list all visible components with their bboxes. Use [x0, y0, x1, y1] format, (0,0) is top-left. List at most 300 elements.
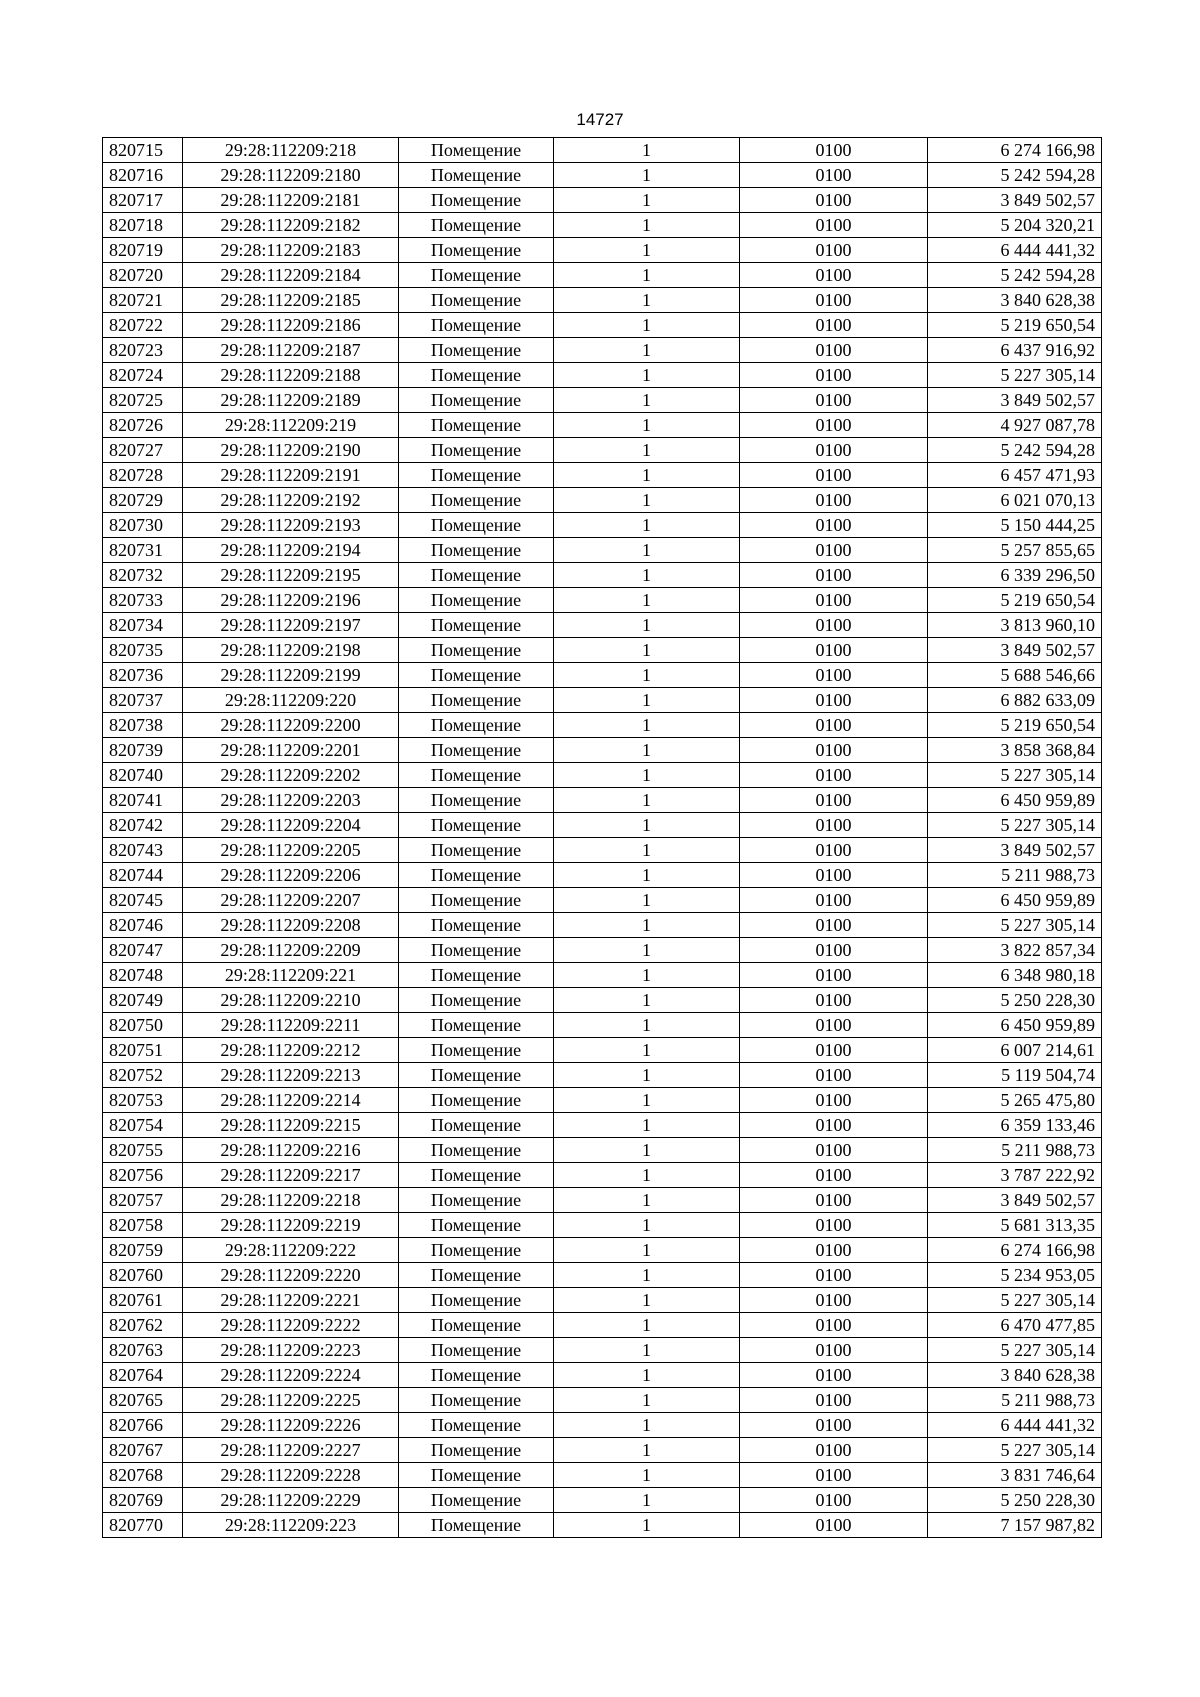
row-number-cell: 820744	[103, 863, 183, 888]
object-type-cell: Помещение	[399, 238, 554, 263]
count-cell: 1	[554, 1088, 740, 1113]
count-cell: 1	[554, 1363, 740, 1388]
count-cell: 1	[554, 1288, 740, 1313]
code-cell: 0100	[740, 288, 928, 313]
cadastral-value-cell: 6 470 477,85	[928, 1313, 1102, 1338]
cadastral-number-cell: 29:28:112209:2208	[183, 913, 399, 938]
count-cell: 1	[554, 1213, 740, 1238]
cadastral-value-cell: 5 204 320,21	[928, 213, 1102, 238]
table-row	[103, 163, 1102, 188]
code-cell: 0100	[740, 163, 928, 188]
count-cell: 1	[554, 1138, 740, 1163]
count-cell: 1	[554, 613, 740, 638]
count-cell: 1	[554, 588, 740, 613]
object-type-cell: Помещение	[399, 488, 554, 513]
cadastral-value-cell: 6 450 959,89	[928, 1013, 1102, 1038]
object-type-cell: Помещение	[399, 738, 554, 763]
cadastral-number-cell: 29:28:112209:2229	[183, 1488, 399, 1513]
cadastral-value-cell: 5 250 228,30	[928, 1488, 1102, 1513]
cadastral-number-cell: 29:28:112209:2196	[183, 588, 399, 613]
page-number: 14727	[576, 110, 624, 129]
count-cell: 1	[554, 388, 740, 413]
row-number-cell: 820758	[103, 1213, 183, 1238]
table-row	[103, 638, 1102, 663]
count-cell: 1	[554, 988, 740, 1013]
count-cell: 1	[554, 238, 740, 263]
cadastral-number-cell: 29:28:112209:2190	[183, 438, 399, 463]
object-type-cell: Помещение	[399, 1438, 554, 1463]
table-row	[103, 1488, 1102, 1513]
object-type-cell: Помещение	[399, 538, 554, 563]
object-type-cell: Помещение	[399, 838, 554, 863]
table-row	[103, 213, 1102, 238]
code-cell: 0100	[740, 1013, 928, 1038]
cadastral-number-cell: 29:28:112209:2187	[183, 338, 399, 363]
cadastral-value-cell: 5 681 313,35	[928, 1213, 1102, 1238]
cadastral-number-cell: 29:28:112209:2205	[183, 838, 399, 863]
table-row	[103, 863, 1102, 888]
cadastral-number-cell: 29:28:112209:2209	[183, 938, 399, 963]
cadastral-value-cell: 3 849 502,57	[928, 838, 1102, 863]
code-cell: 0100	[740, 738, 928, 763]
cadastral-number-cell: 29:28:112209:2226	[183, 1413, 399, 1438]
cadastral-value-cell: 6 339 296,50	[928, 563, 1102, 588]
cadastral-value-cell: 6 444 441,32	[928, 238, 1102, 263]
code-cell: 0100	[740, 538, 928, 563]
count-cell: 1	[554, 1388, 740, 1413]
object-type-cell: Помещение	[399, 863, 554, 888]
cadastral-value-cell: 6 348 980,18	[928, 963, 1102, 988]
code-cell: 0100	[740, 988, 928, 1013]
cadastral-value-cell: 5 227 305,14	[928, 1288, 1102, 1313]
code-cell: 0100	[740, 1313, 928, 1338]
row-number-cell: 820763	[103, 1338, 183, 1363]
count-cell: 1	[554, 1063, 740, 1088]
object-type-cell: Помещение	[399, 313, 554, 338]
table-body	[103, 138, 1102, 1538]
cadastral-number-cell: 29:28:112209:2225	[183, 1388, 399, 1413]
object-type-cell: Помещение	[399, 1513, 554, 1538]
cadastral-value-cell: 6 021 070,13	[928, 488, 1102, 513]
cadastral-number-cell: 29:28:112209:2228	[183, 1463, 399, 1488]
table-row	[103, 538, 1102, 563]
cadastral-value-cell: 5 242 594,28	[928, 438, 1102, 463]
cadastral-number-cell: 29:28:112209:2180	[183, 163, 399, 188]
count-cell: 1	[554, 963, 740, 988]
table-row	[103, 938, 1102, 963]
code-cell: 0100	[740, 238, 928, 263]
count-cell: 1	[554, 263, 740, 288]
table-row	[103, 738, 1102, 763]
count-cell: 1	[554, 1113, 740, 1138]
cadastral-value-cell: 3 831 746,64	[928, 1463, 1102, 1488]
table-row	[103, 1263, 1102, 1288]
object-type-cell: Помещение	[399, 688, 554, 713]
count-cell: 1	[554, 513, 740, 538]
count-cell: 1	[554, 813, 740, 838]
count-cell: 1	[554, 788, 740, 813]
row-number-cell: 820717	[103, 188, 183, 213]
count-cell: 1	[554, 1238, 740, 1263]
code-cell: 0100	[740, 1288, 928, 1313]
row-number-cell: 820766	[103, 1413, 183, 1438]
cadastral-value-cell: 5 242 594,28	[928, 163, 1102, 188]
row-number-cell: 820723	[103, 338, 183, 363]
object-type-cell: Помещение	[399, 1063, 554, 1088]
table-row	[103, 1463, 1102, 1488]
object-type-cell: Помещение	[399, 188, 554, 213]
object-type-cell: Помещение	[399, 1188, 554, 1213]
cadastral-value-cell: 6 007 214,61	[928, 1038, 1102, 1063]
count-cell: 1	[554, 538, 740, 563]
row-number-cell: 820755	[103, 1138, 183, 1163]
cadastral-number-cell: 29:28:112209:2216	[183, 1138, 399, 1163]
row-number-cell: 820721	[103, 288, 183, 313]
count-cell: 1	[554, 1188, 740, 1213]
row-number-cell: 820756	[103, 1163, 183, 1188]
cadastral-value-cell: 3 858 368,84	[928, 738, 1102, 763]
code-cell: 0100	[740, 1438, 928, 1463]
cadastral-number-cell: 29:28:112209:2221	[183, 1288, 399, 1313]
object-type-cell: Помещение	[399, 938, 554, 963]
table-row	[103, 238, 1102, 263]
row-number-cell: 820764	[103, 1363, 183, 1388]
cadastral-number-cell: 29:28:112209:2203	[183, 788, 399, 813]
row-number-cell: 820742	[103, 813, 183, 838]
table-row	[103, 1238, 1102, 1263]
cadastral-number-cell: 29:28:112209:2204	[183, 813, 399, 838]
code-cell: 0100	[740, 513, 928, 538]
count-cell: 1	[554, 1488, 740, 1513]
table-row	[103, 838, 1102, 863]
count-cell: 1	[554, 688, 740, 713]
count-cell: 1	[554, 838, 740, 863]
table-row	[103, 763, 1102, 788]
count-cell: 1	[554, 138, 740, 163]
object-type-cell: Помещение	[399, 1113, 554, 1138]
cadastral-value-cell: 6 450 959,89	[928, 788, 1102, 813]
count-cell: 1	[554, 338, 740, 363]
row-number-cell: 820745	[103, 888, 183, 913]
cadastral-value-cell: 5 211 988,73	[928, 1388, 1102, 1413]
row-number-cell: 820741	[103, 788, 183, 813]
code-cell: 0100	[740, 1063, 928, 1088]
row-number-cell: 820743	[103, 838, 183, 863]
cadastral-number-cell: 29:28:112209:220	[183, 688, 399, 713]
code-cell: 0100	[740, 613, 928, 638]
row-number-cell: 820729	[103, 488, 183, 513]
cadastral-number-cell: 29:28:112209:2191	[183, 463, 399, 488]
cadastral-value-cell: 5 227 305,14	[928, 363, 1102, 388]
row-number-cell: 820724	[103, 363, 183, 388]
row-number-cell: 820759	[103, 1238, 183, 1263]
table-row	[103, 288, 1102, 313]
count-cell: 1	[554, 663, 740, 688]
cadastral-value-cell: 5 227 305,14	[928, 1438, 1102, 1463]
table-row	[103, 1338, 1102, 1363]
table-row	[103, 663, 1102, 688]
cadastral-value-cell: 3 849 502,57	[928, 188, 1102, 213]
cadastral-value-cell: 3 849 502,57	[928, 1188, 1102, 1213]
code-cell: 0100	[740, 1263, 928, 1288]
table-row	[103, 1413, 1102, 1438]
cadastral-value-cell: 5 211 988,73	[928, 1138, 1102, 1163]
cadastral-number-cell: 29:28:112209:2202	[183, 763, 399, 788]
table-row	[103, 788, 1102, 813]
table-row	[103, 188, 1102, 213]
cadastral-number-cell: 29:28:112209:2206	[183, 863, 399, 888]
code-cell: 0100	[740, 488, 928, 513]
row-number-cell: 820731	[103, 538, 183, 563]
row-number-cell: 820722	[103, 313, 183, 338]
object-type-cell: Помещение	[399, 813, 554, 838]
object-type-cell: Помещение	[399, 1313, 554, 1338]
code-cell: 0100	[740, 913, 928, 938]
row-number-cell: 820733	[103, 588, 183, 613]
code-cell: 0100	[740, 363, 928, 388]
table-row	[103, 588, 1102, 613]
cadastral-number-cell: 29:28:112209:2207	[183, 888, 399, 913]
object-type-cell: Помещение	[399, 413, 554, 438]
table-row	[103, 313, 1102, 338]
cadastral-value-cell: 3 849 502,57	[928, 388, 1102, 413]
object-type-cell: Помещение	[399, 1413, 554, 1438]
cadastral-value-cell: 3 787 222,92	[928, 1163, 1102, 1188]
row-number-cell: 820757	[103, 1188, 183, 1213]
code-cell: 0100	[740, 763, 928, 788]
code-cell: 0100	[740, 188, 928, 213]
row-number-cell: 820734	[103, 613, 183, 638]
code-cell: 0100	[740, 1088, 928, 1113]
cadastral-value-cell: 3 822 857,34	[928, 938, 1102, 963]
row-number-cell: 820719	[103, 238, 183, 263]
object-type-cell: Помещение	[399, 1013, 554, 1038]
cadastral-value-cell: 5 219 650,54	[928, 313, 1102, 338]
row-number-cell: 820767	[103, 1438, 183, 1463]
cadastral-value-cell: 3 813 960,10	[928, 613, 1102, 638]
cadastral-number-cell: 29:28:112209:2212	[183, 1038, 399, 1063]
table-row	[103, 813, 1102, 838]
table-row	[103, 263, 1102, 288]
code-cell: 0100	[740, 1488, 928, 1513]
count-cell: 1	[554, 1513, 740, 1538]
row-number-cell: 820760	[103, 1263, 183, 1288]
count-cell: 1	[554, 488, 740, 513]
cadastral-number-cell: 29:28:112209:2181	[183, 188, 399, 213]
table-row	[103, 338, 1102, 363]
object-type-cell: Помещение	[399, 1263, 554, 1288]
cadastral-number-cell: 29:28:112209:2215	[183, 1113, 399, 1138]
code-cell: 0100	[740, 1163, 928, 1188]
table-row	[103, 1163, 1102, 1188]
cadastral-number-cell: 29:28:112209:2189	[183, 388, 399, 413]
row-number-cell: 820748	[103, 963, 183, 988]
row-number-cell: 820769	[103, 1488, 183, 1513]
cadastral-value-cell: 6 450 959,89	[928, 888, 1102, 913]
cadastral-number-cell: 29:28:112209:222	[183, 1238, 399, 1263]
cadastral-number-cell: 29:28:112209:2200	[183, 713, 399, 738]
row-number-cell: 820727	[103, 438, 183, 463]
code-cell: 0100	[740, 713, 928, 738]
cadastral-value-cell: 5 150 444,25	[928, 513, 1102, 538]
object-type-cell: Помещение	[399, 763, 554, 788]
code-cell: 0100	[740, 838, 928, 863]
table-row	[103, 1388, 1102, 1413]
cadastral-number-cell: 29:28:112209:2220	[183, 1263, 399, 1288]
row-number-cell: 820728	[103, 463, 183, 488]
count-cell: 1	[554, 713, 740, 738]
code-cell: 0100	[740, 588, 928, 613]
count-cell: 1	[554, 363, 740, 388]
table-row	[103, 1313, 1102, 1338]
object-type-cell: Помещение	[399, 363, 554, 388]
table-row	[103, 1288, 1102, 1313]
object-type-cell: Помещение	[399, 713, 554, 738]
cadastral-value-cell: 5 227 305,14	[928, 763, 1102, 788]
code-cell: 0100	[740, 313, 928, 338]
cadastral-value-cell: 5 211 988,73	[928, 863, 1102, 888]
object-type-cell: Помещение	[399, 588, 554, 613]
cadastral-number-cell: 29:28:112209:2217	[183, 1163, 399, 1188]
row-number-cell: 820749	[103, 988, 183, 1013]
cadastral-value-cell: 5 227 305,14	[928, 813, 1102, 838]
object-type-cell: Помещение	[399, 963, 554, 988]
object-type-cell: Помещение	[399, 388, 554, 413]
object-type-cell: Помещение	[399, 638, 554, 663]
row-number-cell: 820715	[103, 138, 183, 163]
code-cell: 0100	[740, 1413, 928, 1438]
cadastral-value-cell: 5 119 504,74	[928, 1063, 1102, 1088]
object-type-cell: Помещение	[399, 1138, 554, 1163]
row-number-cell: 820716	[103, 163, 183, 188]
row-number-cell: 820770	[103, 1513, 183, 1538]
object-type-cell: Помещение	[399, 888, 554, 913]
count-cell: 1	[554, 188, 740, 213]
code-cell: 0100	[740, 813, 928, 838]
code-cell: 0100	[740, 938, 928, 963]
cadastral-number-cell: 29:28:112209:2182	[183, 213, 399, 238]
cadastral-number-cell: 29:28:112209:2183	[183, 238, 399, 263]
code-cell: 0100	[740, 688, 928, 713]
row-number-cell: 820752	[103, 1063, 183, 1088]
cadastral-number-cell: 29:28:112209:2186	[183, 313, 399, 338]
table-row	[103, 888, 1102, 913]
cadastral-value-cell: 5 227 305,14	[928, 1338, 1102, 1363]
count-cell: 1	[554, 888, 740, 913]
code-cell: 0100	[740, 863, 928, 888]
object-type-cell: Помещение	[399, 1463, 554, 1488]
object-type-cell: Помещение	[399, 1038, 554, 1063]
table-row	[103, 913, 1102, 938]
row-number-cell: 820739	[103, 738, 183, 763]
cadastral-value-cell: 5 688 546,66	[928, 663, 1102, 688]
count-cell: 1	[554, 213, 740, 238]
cadastral-number-cell: 29:28:112209:2185	[183, 288, 399, 313]
table-row	[103, 1138, 1102, 1163]
row-number-cell: 820736	[103, 663, 183, 688]
code-cell: 0100	[740, 788, 928, 813]
object-type-cell: Помещение	[399, 1213, 554, 1238]
code-cell: 0100	[740, 1038, 928, 1063]
code-cell: 0100	[740, 1238, 928, 1263]
cadastral-value-cell: 3 840 628,38	[928, 1363, 1102, 1388]
code-cell: 0100	[740, 1113, 928, 1138]
table-row	[103, 1213, 1102, 1238]
code-cell: 0100	[740, 1138, 928, 1163]
code-cell: 0100	[740, 963, 928, 988]
cadastral-number-cell: 29:28:112209:2193	[183, 513, 399, 538]
cadastral-number-cell: 29:28:112209:2198	[183, 638, 399, 663]
table-row	[103, 563, 1102, 588]
table-row	[103, 363, 1102, 388]
cadastral-number-cell: 29:28:112209:223	[183, 1513, 399, 1538]
count-cell: 1	[554, 1413, 740, 1438]
code-cell: 0100	[740, 663, 928, 688]
object-type-cell: Помещение	[399, 1363, 554, 1388]
count-cell: 1	[554, 163, 740, 188]
row-number-cell: 820762	[103, 1313, 183, 1338]
table-row	[103, 488, 1102, 513]
cadastral-value-cell: 6 437 916,92	[928, 338, 1102, 363]
cadastral-number-cell: 29:28:112209:219	[183, 413, 399, 438]
cadastral-value-cell: 3 840 628,38	[928, 288, 1102, 313]
count-cell: 1	[554, 1013, 740, 1038]
table-row	[103, 138, 1102, 163]
code-cell: 0100	[740, 1213, 928, 1238]
code-cell: 0100	[740, 1463, 928, 1488]
table-row	[103, 713, 1102, 738]
cadastral-value-cell: 3 849 502,57	[928, 638, 1102, 663]
cadastral-value-cell: 6 882 633,09	[928, 688, 1102, 713]
cadastral-value-table	[102, 137, 1102, 1538]
object-type-cell: Помещение	[399, 663, 554, 688]
count-cell: 1	[554, 638, 740, 663]
table-row	[103, 388, 1102, 413]
code-cell: 0100	[740, 1388, 928, 1413]
table-row	[103, 1513, 1102, 1538]
code-cell: 0100	[740, 338, 928, 363]
row-number-cell: 820740	[103, 763, 183, 788]
table-row	[103, 1013, 1102, 1038]
row-number-cell: 820746	[103, 913, 183, 938]
table-row	[103, 1188, 1102, 1213]
cadastral-number-cell: 29:28:112209:2219	[183, 1213, 399, 1238]
object-type-cell: Помещение	[399, 1488, 554, 1513]
table-row	[103, 1088, 1102, 1113]
object-type-cell: Помещение	[399, 1338, 554, 1363]
cadastral-value-cell: 5 219 650,54	[928, 588, 1102, 613]
row-number-cell: 820750	[103, 1013, 183, 1038]
row-number-cell: 820718	[103, 213, 183, 238]
count-cell: 1	[554, 738, 740, 763]
table-row	[103, 613, 1102, 638]
cadastral-number-cell: 29:28:112209:2188	[183, 363, 399, 388]
object-type-cell: Помещение	[399, 513, 554, 538]
count-cell: 1	[554, 1313, 740, 1338]
object-type-cell: Помещение	[399, 913, 554, 938]
object-type-cell: Помещение	[399, 263, 554, 288]
row-number-cell: 820753	[103, 1088, 183, 1113]
object-type-cell: Помещение	[399, 788, 554, 813]
cadastral-number-cell: 29:28:112209:2201	[183, 738, 399, 763]
object-type-cell: Помещение	[399, 988, 554, 1013]
cadastral-value-cell: 4 927 087,78	[928, 413, 1102, 438]
cadastral-value-cell: 5 257 855,65	[928, 538, 1102, 563]
cadastral-number-cell: 29:28:112209:2224	[183, 1363, 399, 1388]
code-cell: 0100	[740, 1338, 928, 1363]
row-number-cell: 820730	[103, 513, 183, 538]
object-type-cell: Помещение	[399, 1163, 554, 1188]
